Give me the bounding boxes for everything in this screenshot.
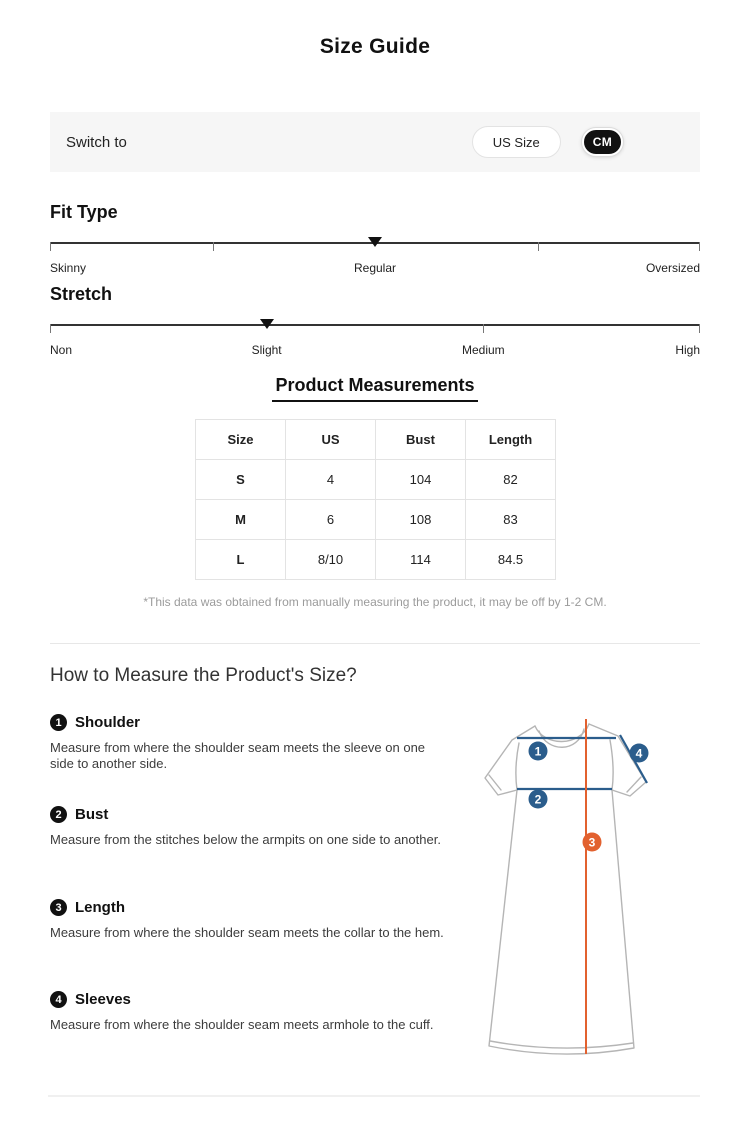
measure-item-length	[50, 899, 446, 941]
page-title: Size Guide	[319, 35, 431, 58]
cell-size-l: L	[196, 540, 286, 580]
cell-us-m: 6	[286, 500, 376, 540]
diagram-badge-3-number: 3	[588, 835, 596, 850]
measure-item-label: Bust	[75, 806, 109, 823]
cell-size-m: M	[196, 500, 286, 540]
fit-label-regular: Regular	[353, 261, 397, 275]
us-size-button[interactable]: US Size	[472, 126, 561, 158]
diagram-badge-1-number: 1	[534, 744, 542, 759]
cell-size-s: S	[196, 460, 286, 500]
stretch-label-medium: Medium	[462, 343, 505, 357]
unit-switch-bar	[50, 112, 700, 172]
stretch-heading: Stretch	[50, 284, 113, 304]
col-length: Length	[466, 420, 556, 460]
measure-item-header	[50, 714, 446, 731]
stretch-slider	[50, 318, 700, 340]
cell-bust-l: 114	[376, 540, 466, 580]
measurements-table	[195, 419, 556, 580]
table-header-row	[196, 420, 556, 460]
number-4-icon: 4	[50, 991, 67, 1008]
table-row	[196, 460, 556, 500]
measure-item-label: Length	[75, 899, 125, 916]
measure-item-description: Measure from where the shoulder seam meets the collar to the hem.	[50, 925, 444, 940]
fit-type-heading: Fit Type	[50, 202, 118, 222]
measure-item-label: Shoulder	[75, 714, 141, 731]
diagram-badge-2-number: 2	[534, 792, 542, 807]
cell-length-l: 84.5	[466, 540, 556, 580]
bottom-divider	[48, 1095, 700, 1097]
stretch-label-non: Non	[50, 343, 73, 357]
switch-to-label: Switch to	[66, 133, 127, 151]
fit-tick-25	[213, 242, 214, 251]
fit-type-labels	[50, 261, 700, 277]
cell-length-s: 82	[466, 460, 556, 500]
measure-item-description: Measure from the stitches below the armpits on one side to another.	[50, 832, 441, 847]
col-size: Size	[196, 420, 286, 460]
stretch-tick-100	[699, 324, 700, 333]
fit-label-skinny: Skinny	[50, 261, 87, 275]
how-to-measure-heading: How to Measure the Product's Size?	[50, 665, 357, 686]
fit-type-slider	[50, 236, 700, 258]
fit-type-marker-icon	[368, 237, 382, 247]
cell-bust-s: 104	[376, 460, 466, 500]
measurement-disclaimer: *This data was obtained from manually measuring the product, it may be off by 1-2 CM.	[143, 595, 607, 609]
measure-item-header	[50, 899, 446, 916]
dress-outline	[485, 724, 646, 1054]
number-3-icon: 3	[50, 899, 67, 916]
stretch-labels	[50, 343, 700, 359]
section-divider	[50, 643, 700, 644]
measure-item-label: Sleeves	[75, 991, 131, 1008]
table-row	[196, 500, 556, 540]
product-measurements-heading: Product Measurements	[272, 375, 477, 402]
number-2-icon: 2	[50, 806, 67, 823]
diagram-badge-4-number: 4	[635, 746, 643, 761]
col-bust: Bust	[376, 420, 466, 460]
measure-item-description: Measure from where the shoulder seam meets armhole to the cuff.	[50, 1017, 434, 1032]
stretch-tick-66	[483, 324, 484, 333]
stretch-label-slight: Slight	[251, 343, 282, 357]
stretch-track	[50, 324, 700, 326]
measure-item-header	[50, 991, 446, 1008]
cell-us-l: 8/10	[286, 540, 376, 580]
table-row	[196, 540, 556, 580]
measure-item-header	[50, 806, 446, 823]
dress-diagram	[440, 690, 750, 1060]
cell-bust-m: 108	[376, 500, 466, 540]
measure-item-sleeves	[50, 991, 446, 1033]
measure-item-shoulder	[50, 714, 446, 772]
cell-length-m: 83	[466, 500, 556, 540]
cm-unit-toggle[interactable]: CM	[582, 128, 623, 156]
measure-item-bust	[50, 806, 446, 848]
number-1-icon: 1	[50, 714, 67, 731]
col-us: US	[286, 420, 376, 460]
stretch-label-high: High	[675, 343, 700, 357]
fit-tick-0	[50, 242, 51, 251]
fit-tick-100	[699, 242, 700, 251]
product-measurements-heading-wrap	[0, 375, 750, 402]
fit-tick-75	[538, 242, 539, 251]
stretch-marker-icon	[260, 319, 274, 329]
stretch-tick-0	[50, 324, 51, 333]
measure-item-description: Measure from where the shoulder seam meets the sleeve on one side to another side.	[50, 740, 426, 771]
fit-label-oversized: Oversized	[645, 261, 700, 275]
cell-us-s: 4	[286, 460, 376, 500]
